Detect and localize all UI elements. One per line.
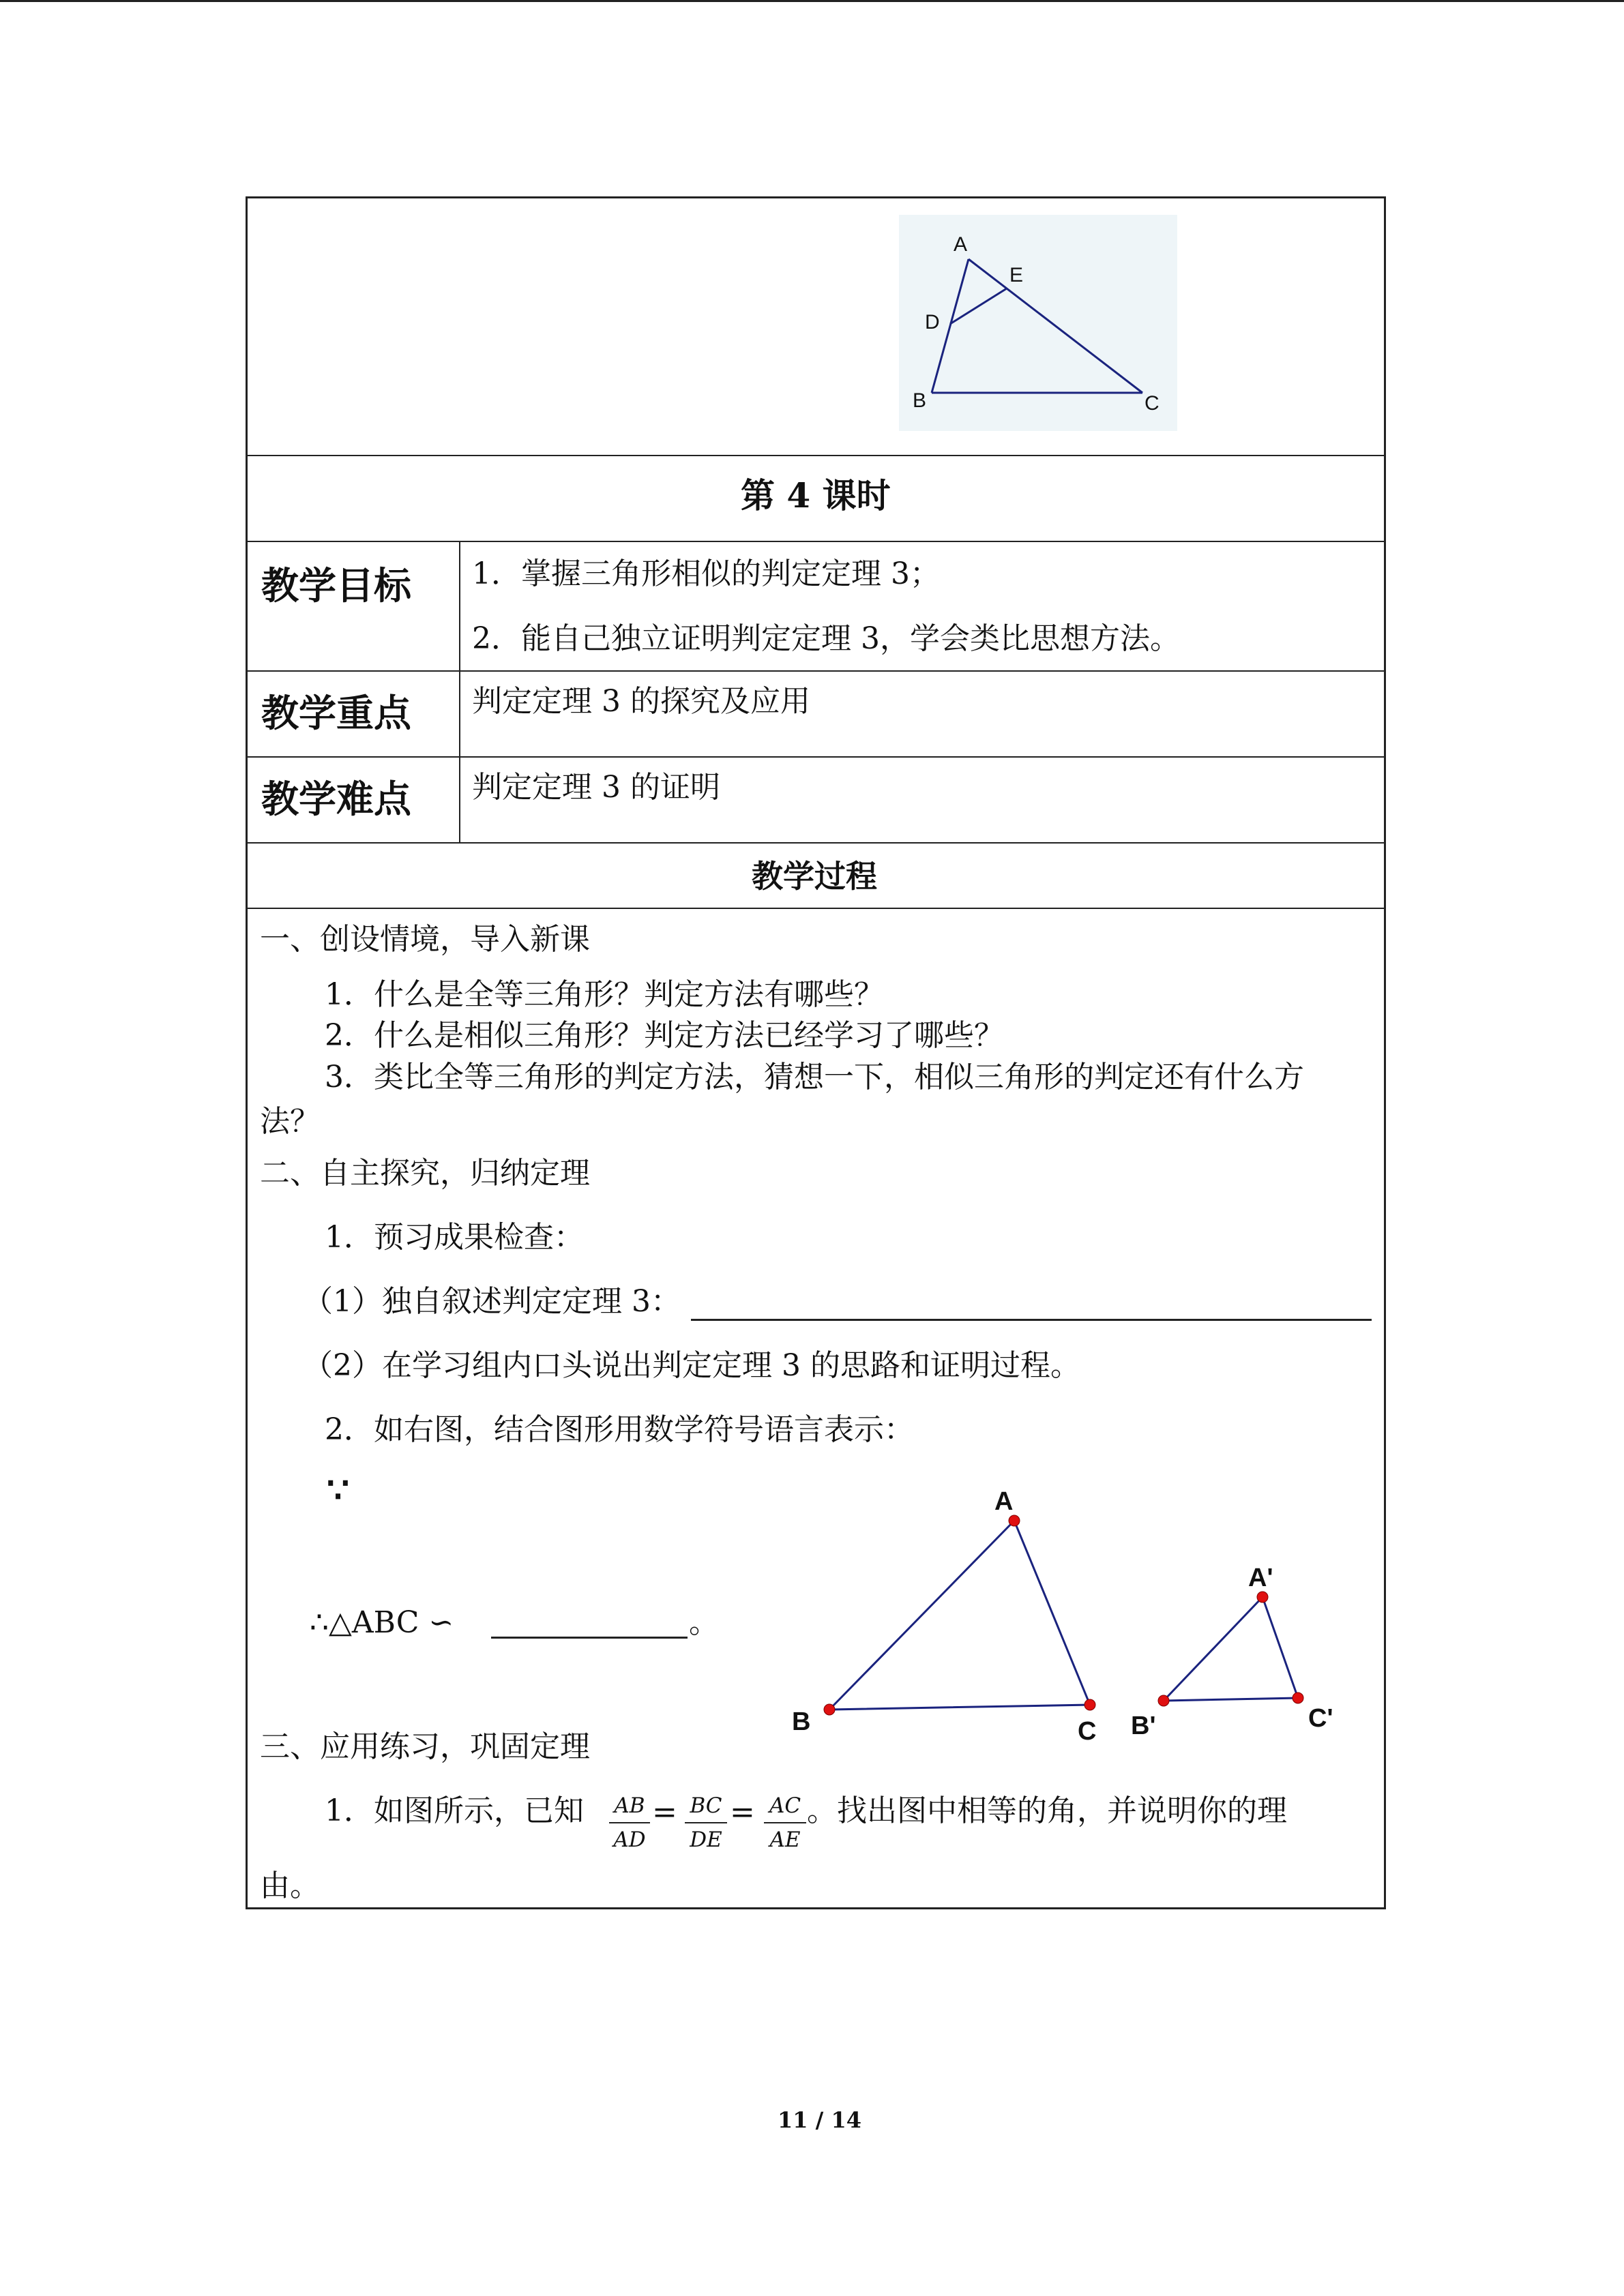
difficulty-text: 判定定理 3 的证明 <box>472 770 720 805</box>
difficulty-label: 教学难点 <box>261 777 412 821</box>
fraction-denominator: AD <box>613 1828 646 1852</box>
row-divider-1 <box>248 455 1384 456</box>
fraction-bar <box>609 1822 650 1823</box>
fraction-denominator: DE <box>690 1828 722 1852</box>
fraction-bar <box>685 1822 727 1823</box>
section1-q2: 2．什么是相似三角形？判定方法已经学习了哪些？ <box>325 1018 1004 1053</box>
therefore-period: 。 <box>689 1605 719 1640</box>
goal-item-1: 1．掌握三角形相似的判定定理 3； <box>472 556 940 591</box>
key-point-text: 判定定理 3 的探究及应用 <box>472 684 810 719</box>
exercise1-suffix: 。找出图中相等的角，并说明你的理 <box>807 1793 1287 1828</box>
theorem-blank-line <box>691 1319 1372 1321</box>
point-a <box>1009 1515 1020 1526</box>
equals-sign-1: = <box>652 1795 677 1830</box>
row-divider-6 <box>248 908 1384 909</box>
label-a: A <box>954 233 968 256</box>
because-symbol: ∵ <box>327 1470 350 1511</box>
exercise1-line2: 由。 <box>260 1868 320 1903</box>
row-divider-4 <box>248 756 1384 758</box>
section3-title: 三、应用练习，巩固定理 <box>260 1729 590 1764</box>
point-b-prime <box>1158 1695 1169 1706</box>
goals-label: 教学目标 <box>261 563 412 608</box>
equals-sign-2: = <box>730 1795 755 1830</box>
process-header: 教学过程 <box>752 858 877 895</box>
therefore-statement: ∴△ABC ∽ <box>310 1605 454 1640</box>
key-point-label: 教学重点 <box>261 691 412 735</box>
section1-q3-line2: 法？ <box>260 1104 320 1139</box>
section1-q3-line1: 3．类比全等三角形的判定方法，猜想一下，相似三角形的判定还有什么方 <box>325 1060 1304 1094</box>
fraction-bc-de <box>685 1793 727 1852</box>
similar-blank-line <box>491 1637 688 1639</box>
label-e: E <box>1009 264 1024 286</box>
fraction-numerator: AB <box>614 1793 645 1818</box>
section2-item2: 2．如右图，结合图形用数学符号语言表示： <box>325 1412 914 1447</box>
label-small-b: B' <box>1131 1712 1156 1740</box>
lesson-title: 第 4 课时 <box>741 475 891 516</box>
point-c-prime <box>1293 1693 1303 1703</box>
page-top-border <box>0 0 1624 2</box>
label-small-a: A' <box>1248 1564 1273 1592</box>
section1-title: 一、创设情境，导入新课 <box>260 922 590 957</box>
row-divider-2 <box>248 541 1384 542</box>
section1-q1: 1．什么是全等三角形？判定方法有哪些？ <box>325 977 884 1012</box>
section2-sub2: （2）在学习组内口头说出判定定理 3 的思路和证明过程。 <box>303 1348 1080 1383</box>
exercise1-prefix: 1．如图所示，已知 <box>325 1793 584 1828</box>
label-big-a: A <box>994 1487 1014 1516</box>
row-divider-3 <box>248 670 1384 672</box>
page-number: 11 / 14 <box>778 2107 862 2133</box>
fraction-bar <box>764 1822 806 1823</box>
label-big-c: C <box>1078 1717 1097 1746</box>
triangle-abc <box>829 1521 1090 1710</box>
label-b: B <box>913 389 927 412</box>
fraction-denominator: AE <box>769 1828 801 1852</box>
goal-item-2: 2．能自己独立证明判定定理 3，学会类比思想方法。 <box>472 621 1180 656</box>
section2-title: 二、自主探究，归纳定理 <box>260 1156 590 1191</box>
label-d: D <box>925 311 940 333</box>
fraction-ac-ae <box>764 1793 806 1852</box>
label-column-divider <box>459 541 460 842</box>
similar-triangles-figure <box>778 1480 1350 1753</box>
point-c <box>1084 1699 1095 1710</box>
point-b <box>824 1704 835 1715</box>
triangle-abc-prime <box>1164 1597 1298 1701</box>
row-divider-5 <box>248 842 1384 844</box>
fraction-numerator: AC <box>769 1793 801 1818</box>
point-a-prime <box>1257 1592 1268 1602</box>
label-big-b: B <box>792 1708 811 1736</box>
fraction-ab-ad <box>609 1793 650 1852</box>
section2-sub1: （1）独自叙述判定定理 3： <box>303 1284 681 1319</box>
fraction-numerator: BC <box>690 1793 722 1818</box>
label-small-c: C' <box>1308 1704 1333 1733</box>
label-c: C <box>1145 392 1160 415</box>
section2-item1: 1．预习成果检查： <box>325 1220 584 1255</box>
